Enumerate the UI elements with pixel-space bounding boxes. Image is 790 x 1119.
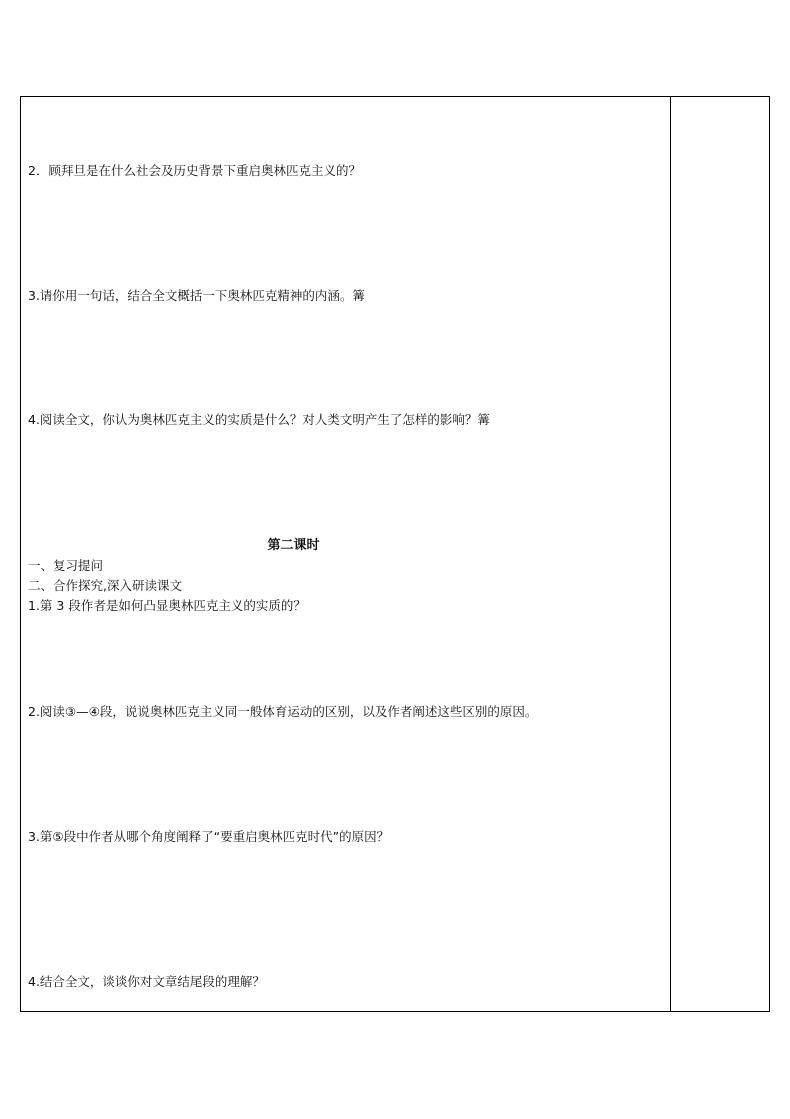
lesson2-question-2: 2.阅读③—④段，说说奥林匹克主义同一般体育运动的区别，以及作者阐述这些区别的原因。 (28, 704, 538, 719)
question-4: 4.阅读全文，你认为奥林匹克主义的实质是什么？对人类文明产生了怎样的影响？篝 (28, 412, 490, 427)
content-cell (21, 97, 670, 1011)
question-3: 3.请你用一句话，结合全文概括一下奥林匹克精神的内涵。篝 (28, 288, 365, 303)
section-review: 一、复习提问 (28, 558, 104, 573)
section-explore: 二、合作探究,深入研读课文 (28, 578, 182, 593)
lesson-title: 第二课时 (267, 538, 320, 553)
worksheet-table (20, 96, 770, 1012)
lesson2-question-3: 3.第⑤段中作者从哪个角度阐释了“要重启奥林匹克时代”的原因？ (28, 829, 390, 844)
notes-cell (671, 97, 770, 1011)
question-2: 2．顾拜旦是在什么社会及历史背景下重启奥林匹克主义的？ (28, 163, 361, 178)
lesson2-question-1: 1.第 3 段作者是如何凸显奥林匹克主义的实质的？ (28, 598, 306, 613)
lesson2-question-4: 4.结合全文，谈谈你对文章结尾段的理解？ (28, 974, 265, 989)
